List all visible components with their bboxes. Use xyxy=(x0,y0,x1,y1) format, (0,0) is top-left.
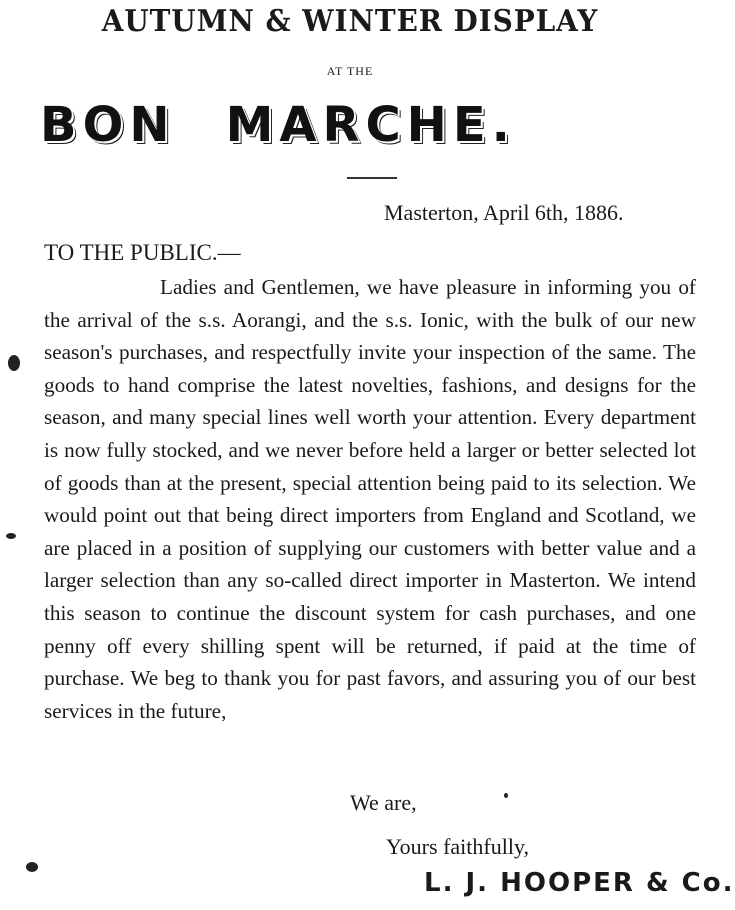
store-name-part1: BON xyxy=(40,97,176,153)
print-speck xyxy=(6,533,16,539)
body-paragraph: Ladies and Gentlemen, we have pleasure in informing you of the arrival of the s.s. Aorangi, and the s.s. Ionic, with the bulk of our new season's purchases, and respectfully invite your inspection of the same. The goods to hand comprise the latest novelties, fashions, and designs for the season, and many special lines well worth your attention. Every department is now fully stocked, and we never before held a larger or better selected lot of goods than at the present, special attention being paid to its selection. We would point out that being direct importers from England and Scotland, we are placed in a position of supplying our customers with better value and a larger selection than any so-called direct importer in Masterton. We intend this season to continue the discount system for cash purchases, and one penny off every shilling spent will be returned, if paid at the time of purchase. We beg to thank you for past favors, and assuring you of our best services in the future, xyxy=(44,275,696,723)
print-speck xyxy=(8,355,20,371)
signoff: Yours faithfully, xyxy=(386,834,530,859)
store-name xyxy=(40,94,690,156)
divider-rule xyxy=(347,177,397,179)
print-speck xyxy=(504,793,508,798)
store-name-part2: MARCHE. xyxy=(225,97,516,153)
closing: We are, xyxy=(350,790,417,815)
signature: L. J. HOOPER & Co. xyxy=(424,868,735,898)
headline: AUTUMN & WINTER DISPLAY xyxy=(101,4,599,39)
at-the-label: AT THE xyxy=(326,64,374,78)
salutation: TO THE PUBLIC.— xyxy=(44,240,241,265)
print-speck xyxy=(26,862,38,872)
dateline: Masterton, April 6th, 1886. xyxy=(384,200,624,225)
